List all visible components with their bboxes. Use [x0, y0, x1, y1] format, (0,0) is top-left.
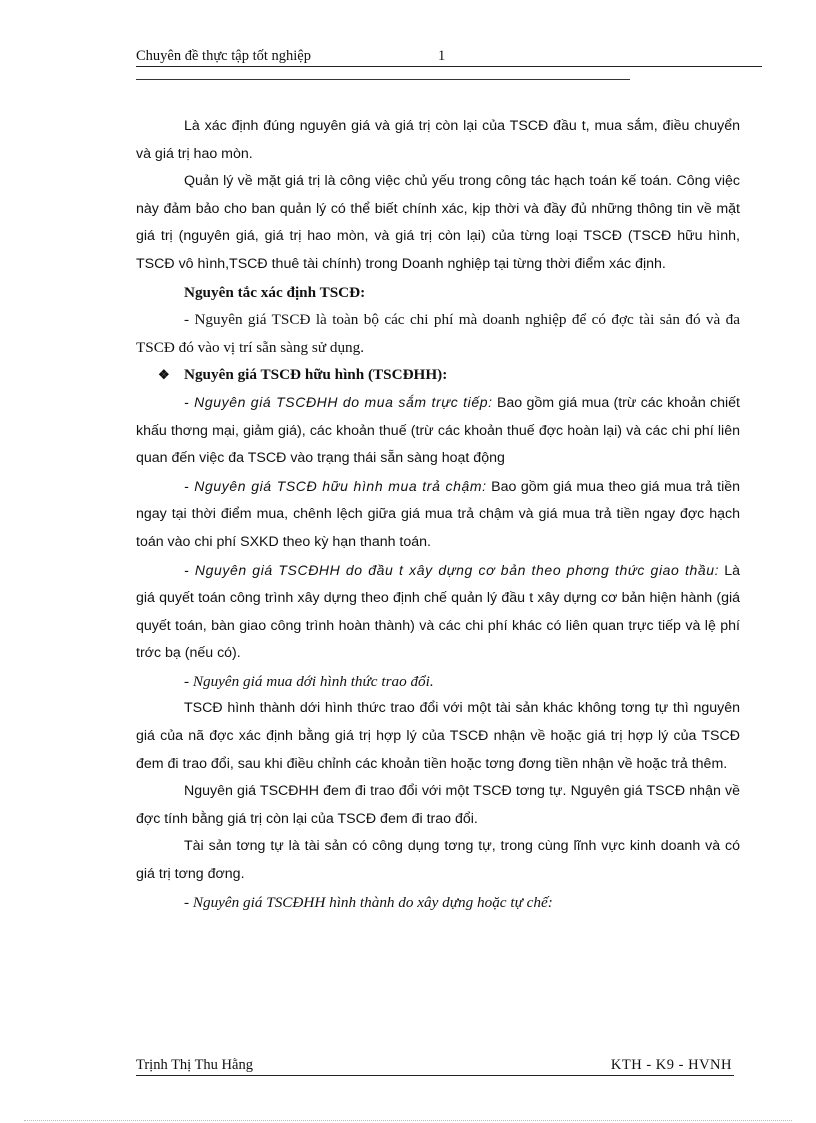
paragraph: TSCĐ hình thành dới hình thức trao đổi với một tài sản khác không tơng tự thì nguyên giá của nã đợc xác định bằng giá trị hợp lý của TSCĐ nhận về hoặc giá trị hợp lý của TSCĐ đem đi trao đổi, sau khi điều chỉnh các khoản tiền hoặc tơng đơng tiền nhận về hoặc trả thêm. [136, 700, 740, 772]
section-heading: Nguyên tắc xác định TSCĐ: [184, 283, 366, 301]
bullet-heading-text: Nguyên giá TSCĐ hữu hình (TSCĐHH): [184, 366, 448, 384]
paragraph-text: Bao gồm giá mua (trừ các khoản chiết khấu thơng mại, giảm giá), các khoản thuế (trừ các khoản thuế đợc hoàn lại) và các chi phí liên quan đến việc đa TSCĐ vào trạng thái sẵn sàng hoạt động [136, 394, 740, 467]
paragraph: Là xác định đúng nguyên giá và giá trị còn lại của TSCĐ đầu t, mua sắm, điều chuyển và giá trị hao mòn. [136, 118, 740, 162]
paragraph [136, 473, 740, 557]
bullet-heading [136, 361, 740, 389]
paragraph: - Nguyên giá mua dới hình thức trao đổi. [184, 672, 434, 690]
paragraph [136, 557, 740, 668]
paragraph: - Nguyên giá TSCĐHH hình thành do xây dựng hoặc tự chế: [184, 893, 553, 911]
footer-author: Trịnh Thị Thu Hằng [136, 1057, 253, 1073]
paragraph: Tài sản tơng tự là tài sản có công dụng tơng tự, trong cùng lĩnh vực kinh doanh và có giá trị tơng đơng. [136, 838, 740, 883]
header-title: Chuyên đề thực tập tốt nghiệp [136, 48, 311, 64]
paragraph-text: Là giá quyết toán công trình xây dựng theo định chế quản lý đầu t xây dựng cơ bản hiện hành (giá quyết toán, bàn giao công trình hoàn thành) và các chi phí khác có liên quan trực tiếp và lệ phí trớc bạ (nếu có). [136, 562, 740, 662]
footer-class: KTH - K9 - HVNH [610, 1057, 732, 1073]
paragraph-lead: - Nguyên giá TSCĐHH do đầu t xây dựng cơ bản theo phơng thức giao thầu: [184, 561, 720, 578]
diamond-bullet-icon: ❖ [158, 367, 170, 383]
page-footer [136, 1057, 734, 1076]
page-number: 1 [438, 48, 446, 64]
paragraph: - Nguyên giá TSCĐ là toàn bộ các chi phí mà doanh nghiệp để có đợc tài sản đó và đa TSCĐ đó vào vị trí sẵn sàng sử dụng. [136, 311, 740, 356]
paragraph-text: Bao gồm giá mua theo giá mua trả tiền ngay tại thời điểm mua, chênh lệch giữa giá mua trả chậm và giá mua trả tiền ngay đợc hạch toán vào chi phí SXKD theo kỳ hạn thanh toán. [136, 478, 740, 550]
paragraph [136, 389, 740, 473]
paragraph: Nguyên giá TSCĐHH đem đi trao đổi với một TSCĐ tơng tự. Nguyên giá TSCĐ nhận về đợc tính bằng giá trị còn lại của TSCĐ đem đi trao đổi. [136, 783, 740, 827]
paragraph-lead: - Nguyên giá TSCĐHH do mua sắm trực tiếp: [184, 393, 493, 410]
header-divider [136, 79, 630, 80]
page-header [136, 48, 762, 67]
paragraph-lead: - Nguyên giá TSCĐ hữu hình mua trả chậm: [184, 477, 487, 494]
page-bottom-dotted-line [24, 1120, 792, 1121]
paragraph: Quản lý về mặt giá trị là công việc chủ yếu trong công tác hạch toán kế toán. Công việc này đảm bảo cho ban quản lý có thể biết chính xác, kịp thời và đầy đủ những thông tin về mặt giá trị (nguyên giá, giá trị hao mòn, và giá trị còn lại) của từng loại TSCĐ (TSCĐ hữu hình, TSCĐ vô hình,TSCĐ thuê tài chính) trong Doanh nghiệp tại từng thời điểm xác định. [136, 173, 740, 272]
document-body [136, 113, 740, 916]
